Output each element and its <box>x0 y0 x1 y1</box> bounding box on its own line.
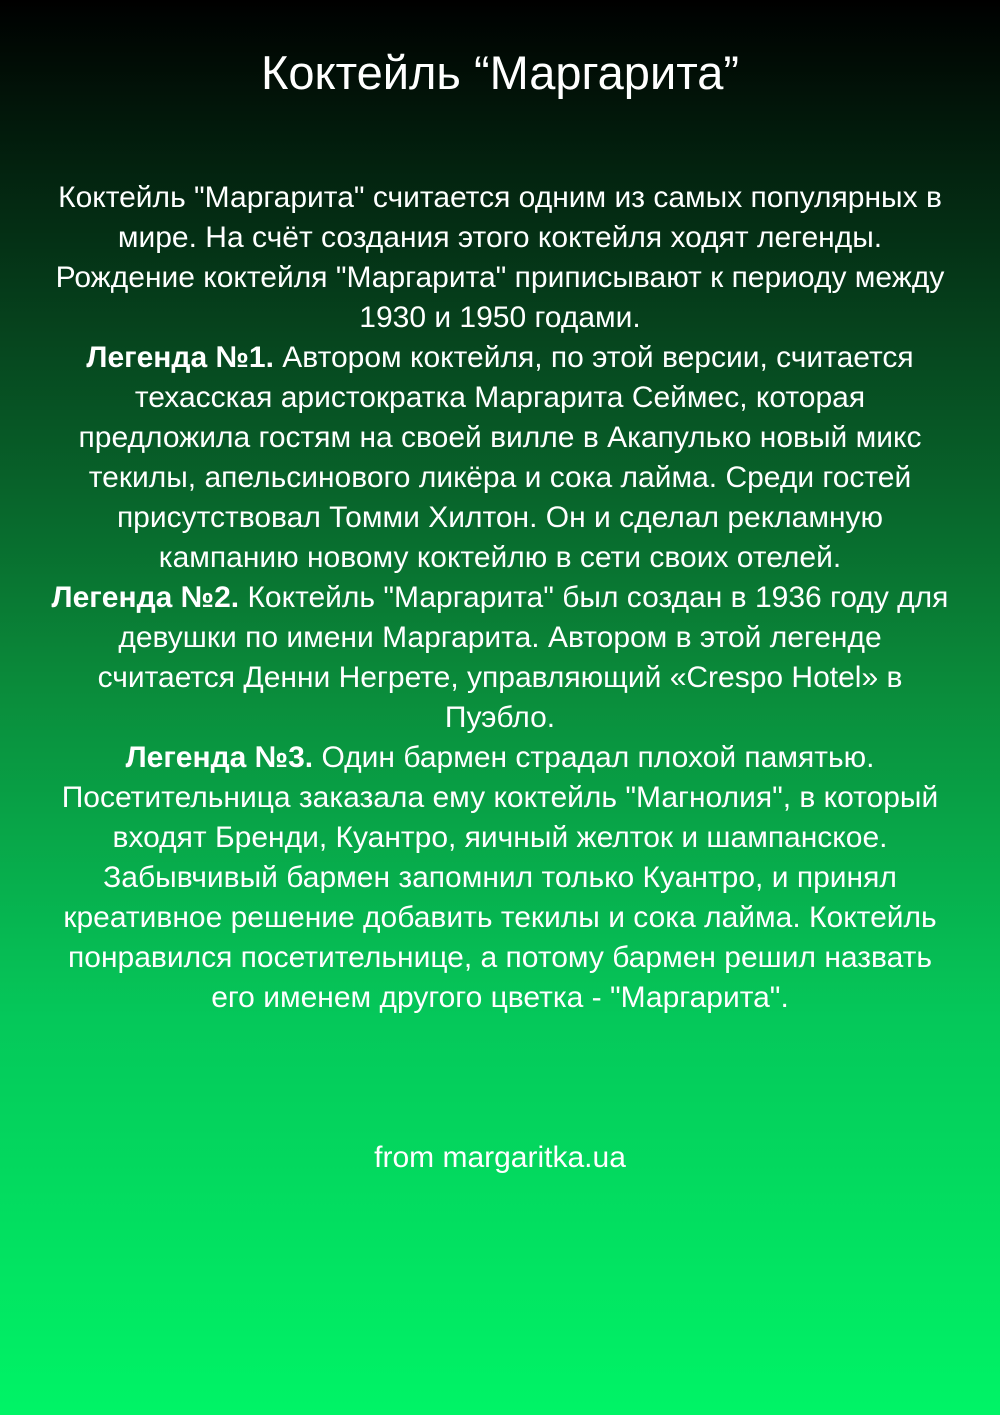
legend-3-text: Один бармен страдал плохой памятью. Посетительница заказала ему коктейль "Магнолия", в который входят Бренди, Куантро, яичный желток и шампанское. Забывчивый бармен запомнил только Куантро, и принял креативное решение добавить текилы и сока лайма. Коктейль понравился посетительнице, а потому бармен решил назвать его именем другого цветка - "Маргарита". <box>61 741 939 1014</box>
legend-3-label: Легенда №3. <box>125 741 314 774</box>
legend-1-text: Автором коктейля, по этой версии, считается техасская аристократка Маргарита Сеймес, которая предложила гостям на своей вилле в Акапулько новый микс текилы, апельсинового ликёра и сока лайма. Среди гостей присутствовал Томми Хилтон. Он и сделал рекламную кампанию новому коктейлю в сети своих отелей. <box>78 341 922 574</box>
legend-1-paragraph <box>50 338 950 578</box>
legend-1-label: Легенда №1. <box>86 341 274 374</box>
legend-3-paragraph <box>50 738 950 1018</box>
intro-text: Коктейль "Маргарита" считается одним из самых популярных в мире. На счёт создания этого коктейля ходят легенды. Рождение коктейля "Маргарита" приписывают к периоду между 1930 и 1950 годами. <box>55 181 945 334</box>
source-credit: from margaritka.ua <box>374 1141 626 1174</box>
page-title: Коктейль “Маргарита” <box>260 46 739 99</box>
intro-paragraph <box>50 178 950 338</box>
legend-2-label: Легенда №2. <box>51 581 240 614</box>
legend-2-text: Коктейль "Маргарита" был создан в 1936 году для девушки по имени Маргарита. Автором в этой легенде считается Денни Негрете, управляющий «Crespo Hotel» в Пуэбло. <box>97 581 949 734</box>
article-body <box>50 178 950 1018</box>
legend-2-paragraph <box>50 578 950 738</box>
